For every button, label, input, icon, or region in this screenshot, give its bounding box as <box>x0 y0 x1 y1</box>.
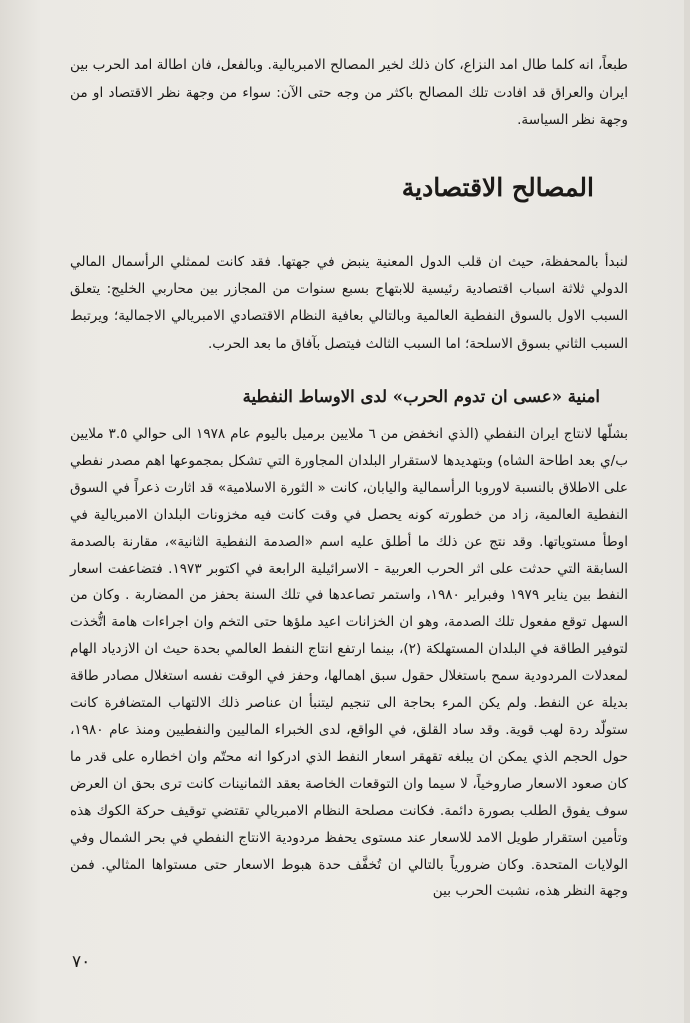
subheading-oil-circles: امنية «عسى ان تدوم الحرب» لدى الاوساط النفطية <box>242 387 600 406</box>
intro-paragraph <box>70 52 628 135</box>
page-number: ٧٠ <box>72 952 91 972</box>
economic-paragraph <box>70 249 628 358</box>
oil-paragraph <box>70 421 628 905</box>
economic-paragraph-text: لنبدأ بالمحفظة، حيث ان قلب الدول المعنية ينبض في جهتها. فقد كانت لممثلي الرأسمال المالي الدولي ثلاثة اسباب اقتصادية رئيسية للابتهاج بسبع سنوات من المجازر بين محاربي الخليج: يتعلق السبب الاول بالسوق النفطية العالمية وبالتالي بعافية النظام الاقتصادي الامبريالي الاجمالية؛ ويرتبط السبب الثاني بسوق الاسلحة؛ اما السبب الثالث فيتصل بآفاق ما بعد الحرب. <box>70 254 628 352</box>
oil-paragraph-text: بشلّها لانتاج ايران النفطي (الذي انخفض من ٦ ملايين برميل باليوم عام ١٩٧٨ الى حوالي ٣.٥ ملايين ب/ي بعد اطاحة الشاه) وبتهديدها لاستقرار البلدان المجاورة التي تشكل بمجموعها اهم مصدر نفطي على الاطلاق بالنسبة لاوروبا الرأسمالية واليابان، كانت « الثورة الاسلامية» قد اثارت ذعراً في السوق النفطية العالمية، زاد من خطورته كونه يحصل في وقت كانت فيه مخزونات البلدان الامبريالية في اوطأ مستوياتها. وقد نتج عن ذلك ما أطلق عليه اسم «الصدمة النفطية الثانية»، مقارنة بالصدمة السابقة التي حدثت على اثر الحرب العربية - الاسرائيلية الرابعة في اكتوبر ١٩٧٣. فتضاعفت اسعار النفط بين يناير ١٩٧٩ وفبراير ١٩٨٠، واستمر تصاعدها في تلك السنة بحفز من المضاربة . وكان من السهل توقع مفعول تلك الصدمة، وهو ان الخزانات اعيد ملؤها حتى التخم وان اجراءات هامة اتُّخذت لتوفير الطاقة في البلدان المستهلكة (٢)، بينما ارتفع انتاج النفط العالمي بحدة حيث ان الازدياد الهام لمعدلات المردودية سمح باستغلال حقول سبق اهمالها، وحفز في الوقت نفسه استغلال مصادر طاقة بديلة عن النفط. ولم يكن المرء بحاجة الى تنجيم ليتنبأ ان عناصر ذلك الالتهاب المتضافرة كانت ستولّد ردة لهب قوية. وقد ساد القلق، في الواقع، لدى الخبراء الماليين والنفطيين ومنذ عام ١٩٨٠، حول الحجم الذي يمكن ان يبلغه تقهقر اسعار النفط الذي ادركوا انه محتّم وان اخطاره على قدر ما كان صعود الاسعار صاروخياً، لا سيما وان التوقعات الخاصة بعقد الثمانينات كانت ترى بحق ان العرض سوف يفوق الطلب بصورة دائمة. فكانت مصلحة النظام الامبريالي تقتضي توقيف حركة الكوك هذه وتأمين استقرار طويل الامد للاسعار عند مستوى يحفظ مردودية الانتاج النفطي في بحر الشمال وفي الولايات المتحدة. وكان ضرورياً بالتالي ان تُخفَّف حدة هبوط الاسعار حتى مستواها المثالي. فمن وجهة النظر هذه، نشبت الحرب بين <box>70 426 629 900</box>
page-edge-shadow <box>684 0 690 1023</box>
section-heading-economic-interests: المصالح الاقتصادية <box>401 173 594 202</box>
intro-text: طبعاً، انه كلما طال امد النزاع، كان ذلك لخير المصالح الامبريالية. وبالفعل، فان اطالة امد الحرب بين ايران والعراق قد افادت تلك المصالح باكثر من وجه حتى الآن: سواء من وجهة نظر الاقتصاد او من وجهة نظر السياسة. <box>70 57 628 128</box>
